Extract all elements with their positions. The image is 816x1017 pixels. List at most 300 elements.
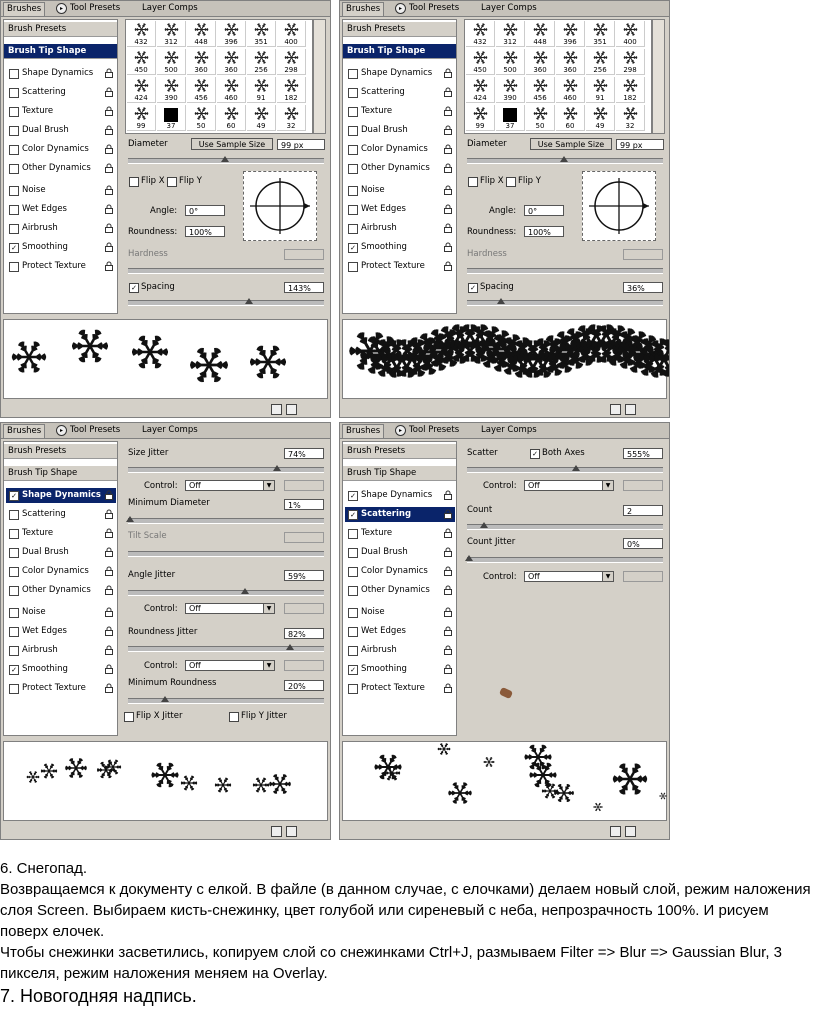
option-checkbox[interactable]	[348, 224, 358, 234]
brush-preset-cell[interactable]	[247, 77, 276, 103]
option-checkbox[interactable]	[9, 548, 19, 558]
option-label: Smoothing	[22, 664, 68, 674]
brush-preset-cell[interactable]	[247, 21, 276, 47]
size-jitter-label: Size Jitter	[128, 448, 169, 458]
option-checkbox[interactable]: ✓	[348, 510, 358, 520]
option-wet-edges[interactable]	[6, 624, 116, 639]
size-jitter-field[interactable]: 74%	[284, 448, 324, 459]
brush-preset-cell[interactable]	[187, 49, 216, 75]
tab-layer-comps[interactable]: Layer Comps	[142, 425, 198, 435]
option-scattering[interactable]	[345, 507, 455, 522]
option-checkbox[interactable]	[9, 586, 19, 596]
diameter-slider-knob[interactable]	[560, 156, 568, 162]
spacing-field[interactable]: 36%	[623, 282, 663, 293]
lock-icon[interactable]	[444, 242, 452, 252]
option-airbrush[interactable]	[345, 643, 455, 658]
count-control-dropdown[interactable]	[524, 571, 614, 582]
option-checkbox[interactable]	[348, 608, 358, 618]
option-noise[interactable]	[345, 605, 455, 620]
option-texture[interactable]	[345, 526, 455, 541]
chevron-down-icon[interactable]: ▼	[602, 572, 613, 581]
option-checkbox[interactable]	[9, 510, 19, 520]
scatter-control-dropdown[interactable]	[524, 480, 614, 491]
flip-x-checkbox[interactable]	[129, 177, 139, 187]
create-new-brush-icon[interactable]	[271, 404, 282, 415]
lock-icon[interactable]	[444, 664, 452, 674]
spacing-checkbox[interactable]: ✓	[129, 283, 139, 293]
option-color-dynamics[interactable]	[6, 142, 116, 157]
option-label: Wet Edges	[361, 626, 406, 636]
option-checkbox[interactable]	[348, 186, 358, 196]
flip-x-jitter-checkbox[interactable]	[124, 712, 134, 722]
size-control-dropdown[interactable]	[185, 480, 275, 491]
option-other-dynamics[interactable]	[345, 583, 455, 598]
option-color-dynamics[interactable]	[6, 564, 116, 579]
scatter-slider[interactable]	[467, 467, 663, 473]
brushes-panel-tip-shape-143	[0, 0, 331, 418]
lock-icon[interactable]	[105, 664, 113, 674]
brush-options-list	[342, 441, 457, 736]
count-slider-knob[interactable]	[480, 522, 488, 528]
brush-preset-cell[interactable]	[127, 105, 156, 131]
option-checkbox[interactable]	[348, 145, 358, 155]
tab-layer-comps[interactable]: Layer Comps	[481, 3, 537, 13]
angle-control-dropdown[interactable]	[185, 603, 275, 614]
scatter-field[interactable]: 555%	[623, 448, 663, 459]
option-checkbox[interactable]	[348, 684, 358, 694]
brush-angle-preview[interactable]	[243, 171, 317, 241]
option-checkbox[interactable]	[348, 126, 358, 136]
option-airbrush[interactable]	[6, 221, 116, 236]
option-checkbox[interactable]: ✓	[9, 243, 19, 253]
angle-field[interactable]: 0°	[524, 205, 564, 216]
lock-icon[interactable]	[105, 68, 113, 78]
brush-size-label: 500	[164, 66, 178, 74]
option-label: Dual Brush	[22, 547, 69, 557]
option-checkbox[interactable]	[348, 164, 358, 174]
count-slider[interactable]	[467, 524, 663, 530]
tilt-scale-slider	[128, 551, 324, 557]
option-texture[interactable]	[345, 104, 455, 119]
option-scattering[interactable]	[6, 507, 116, 522]
lock-icon[interactable]	[444, 163, 452, 173]
min-diameter-field[interactable]: 1%	[284, 499, 324, 510]
roundness-jitter-slider[interactable]	[128, 646, 324, 652]
option-checkbox[interactable]	[9, 69, 19, 79]
trash-icon[interactable]	[286, 826, 297, 837]
option-noise[interactable]	[6, 183, 116, 198]
brush-preset-cell[interactable]	[127, 77, 156, 103]
chevron-down-icon[interactable]: ▼	[263, 481, 274, 490]
lock-icon[interactable]	[444, 683, 452, 693]
spacing-slider-knob[interactable]	[245, 298, 253, 304]
option-smoothing[interactable]	[6, 662, 116, 677]
create-new-brush-icon[interactable]	[610, 404, 621, 415]
brush-preset-cell[interactable]	[496, 21, 525, 47]
brush-preset-cell[interactable]	[187, 21, 216, 47]
diameter-slider-knob[interactable]	[221, 156, 229, 162]
option-brush-presets[interactable]	[343, 22, 456, 37]
brush-preset-cell[interactable]	[586, 21, 615, 47]
option-checkbox[interactable]	[9, 627, 19, 637]
angle-field[interactable]: 0°	[185, 205, 225, 216]
brush-preset-cell[interactable]	[277, 21, 306, 47]
brush-preset-cell[interactable]	[277, 105, 306, 131]
option-checkbox[interactable]	[9, 205, 19, 215]
option-checkbox[interactable]	[9, 88, 19, 98]
option-texture[interactable]	[6, 526, 116, 541]
roundness-jitter-slider-knob[interactable]	[286, 644, 294, 650]
option-dual-brush[interactable]	[345, 545, 455, 560]
lock-icon[interactable]	[444, 144, 452, 154]
option-checkbox[interactable]	[9, 145, 19, 155]
create-new-brush-icon[interactable]	[271, 826, 282, 837]
lock-icon[interactable]	[444, 261, 452, 271]
option-protect-texture[interactable]	[345, 259, 455, 274]
brush-preset-cell[interactable]	[277, 49, 306, 75]
tilt-scale-label: Tilt Scale	[128, 531, 167, 541]
tab-brushes[interactable]: Brushes	[3, 424, 45, 438]
option-smoothing[interactable]	[345, 240, 455, 255]
option-checkbox[interactable]	[9, 224, 19, 234]
option-brush-presets[interactable]	[4, 444, 117, 459]
snowflake-brush-icon	[503, 78, 518, 95]
lock-icon[interactable]	[105, 261, 113, 271]
panel-tabs	[1, 1, 330, 17]
lock-icon[interactable]	[105, 125, 113, 135]
option-airbrush[interactable]	[345, 221, 455, 236]
brush-preset-cell[interactable]	[157, 105, 186, 131]
lock-icon[interactable]	[105, 626, 113, 636]
option-other-dynamics[interactable]	[345, 161, 455, 176]
dropdown-value: Off	[189, 481, 201, 490]
option-wet-edges[interactable]	[345, 624, 455, 639]
option-brush-presets[interactable]	[343, 444, 456, 459]
option-checkbox[interactable]	[348, 205, 358, 215]
lock-icon[interactable]	[444, 490, 452, 500]
brush-preset-cell[interactable]	[496, 49, 525, 75]
angle-jitter-field[interactable]: 59%	[284, 570, 324, 581]
brush-preset-cell[interactable]	[526, 21, 555, 47]
option-scattering[interactable]	[6, 85, 116, 100]
snowflake-stroke-mark	[70, 326, 110, 368]
lock-icon[interactable]	[105, 87, 113, 97]
brush-preset-cell[interactable]	[466, 21, 495, 47]
lock-icon[interactable]	[105, 528, 113, 538]
option-checkbox[interactable]: ✓	[9, 491, 19, 501]
count-jitter-slider-knob[interactable]	[465, 555, 473, 561]
option-checkbox[interactable]	[348, 262, 358, 272]
min-diameter-slider[interactable]	[128, 518, 324, 524]
tab-tool-presets[interactable]: Tool Presets	[70, 425, 121, 435]
option-checkbox[interactable]	[348, 548, 358, 558]
create-new-brush-icon[interactable]	[610, 826, 621, 837]
option-protect-texture[interactable]	[345, 681, 455, 696]
brush-preset-cell[interactable]	[217, 77, 246, 103]
option-checkbox[interactable]	[9, 684, 19, 694]
option-checkbox[interactable]	[9, 262, 19, 272]
tab-brushes[interactable]: Brushes	[342, 2, 384, 16]
lock-icon[interactable]	[105, 185, 113, 195]
roundness-field[interactable]: 100%	[185, 226, 225, 237]
lock-icon[interactable]	[105, 547, 113, 557]
roundness-field[interactable]: 100%	[524, 226, 564, 237]
tab-brushes[interactable]: Brushes	[342, 424, 384, 438]
lock-icon[interactable]	[105, 607, 113, 617]
brush-angle-preview[interactable]	[582, 171, 656, 241]
brush-preset-cell[interactable]	[466, 105, 495, 131]
lock-icon[interactable]	[444, 626, 452, 636]
snowflake-brush-icon	[254, 22, 269, 39]
min-roundness-slider-knob[interactable]	[161, 696, 169, 702]
brush-size-label: 298	[623, 66, 637, 74]
chevron-down-icon[interactable]: ▼	[263, 604, 274, 613]
brush-preset-cell[interactable]	[586, 77, 615, 103]
option-checkbox[interactable]	[348, 586, 358, 596]
brush-preset-cell[interactable]	[247, 49, 276, 75]
chevron-down-icon[interactable]: ▼	[602, 481, 613, 490]
brush-preset-cell[interactable]	[496, 77, 525, 103]
option-checkbox[interactable]	[9, 107, 19, 117]
min-roundness-field[interactable]: 20%	[284, 680, 324, 691]
option-brush-tip-shape[interactable]	[4, 466, 117, 481]
option-shape-dynamics[interactable]	[6, 488, 116, 503]
grid-scrollbar[interactable]	[652, 19, 665, 134]
brush-preset-cell[interactable]	[157, 21, 186, 47]
option-label: Brush Presets	[347, 446, 406, 456]
option-brush-tip-shape[interactable]	[4, 44, 117, 59]
option-noise[interactable]	[6, 605, 116, 620]
option-smoothing[interactable]	[345, 662, 455, 677]
use-sample-size-button[interactable]: Use Sample Size	[530, 138, 612, 150]
option-checkbox[interactable]	[9, 608, 19, 618]
roundness-control-dropdown[interactable]	[185, 660, 275, 671]
count-jitter-field[interactable]: 0%	[623, 538, 663, 549]
option-airbrush[interactable]	[6, 643, 116, 658]
lock-icon[interactable]	[444, 547, 452, 557]
use-sample-size-button[interactable]: Use Sample Size	[191, 138, 273, 150]
option-checkbox[interactable]: ✓	[9, 665, 19, 675]
trash-icon[interactable]	[625, 826, 636, 837]
brush-preset-cell[interactable]	[526, 105, 555, 131]
option-wet-edges[interactable]	[6, 202, 116, 217]
angle-jitter-slider-knob[interactable]	[241, 588, 249, 594]
option-checkbox[interactable]: ✓	[348, 491, 358, 501]
min-roundness-slider[interactable]	[128, 698, 324, 704]
chevron-down-icon[interactable]: ▼	[263, 661, 274, 670]
count-label: Count	[467, 505, 493, 515]
option-brush-presets[interactable]	[4, 22, 117, 37]
lock-icon[interactable]	[444, 607, 452, 617]
option-brush-tip-shape[interactable]	[343, 44, 456, 59]
option-checkbox[interactable]	[348, 529, 358, 539]
option-shape-dynamics[interactable]	[6, 66, 116, 81]
size-jitter-slider[interactable]	[128, 467, 324, 473]
option-checkbox[interactable]	[9, 646, 19, 656]
lock-icon[interactable]	[105, 683, 113, 693]
lock-icon[interactable]	[105, 509, 113, 519]
lock-icon[interactable]	[105, 163, 113, 173]
brush-preset-cell[interactable]	[157, 77, 186, 103]
brush-preset-cell[interactable]	[127, 21, 156, 47]
brush-preset-cell[interactable]	[277, 77, 306, 103]
tab-tool-presets[interactable]: Tool Presets	[409, 425, 460, 435]
lock-icon[interactable]	[444, 509, 452, 519]
brush-preset-cell[interactable]	[466, 77, 495, 103]
count-field[interactable]: 2	[623, 505, 663, 516]
option-checkbox[interactable]	[348, 627, 358, 637]
option-shape-dynamics[interactable]	[345, 488, 455, 503]
brush-preset-cell[interactable]	[217, 105, 246, 131]
option-checkbox[interactable]	[348, 69, 358, 79]
panel-bottom-bar	[271, 826, 301, 838]
lock-icon[interactable]	[444, 585, 452, 595]
lock-icon[interactable]	[105, 566, 113, 576]
option-checkbox[interactable]	[348, 646, 358, 656]
option-checkbox[interactable]	[9, 164, 19, 174]
grid-scrollbar[interactable]	[313, 19, 326, 134]
panel-menu-icon[interactable]: ▸	[395, 3, 406, 14]
option-checkbox[interactable]	[348, 107, 358, 117]
lock-icon[interactable]	[444, 87, 452, 97]
spacing-field[interactable]: 143%	[284, 282, 324, 293]
tab-layer-comps[interactable]: Layer Comps	[142, 3, 198, 13]
lock-icon[interactable]	[105, 223, 113, 233]
angle-jitter-slider[interactable]	[128, 590, 324, 596]
size-control-extra	[284, 480, 324, 491]
lock-icon[interactable]	[105, 490, 113, 500]
option-label: Scattering	[361, 509, 412, 519]
spacing-slider[interactable]	[128, 300, 324, 306]
brush-preset-cell[interactable]	[157, 49, 186, 75]
option-checkbox[interactable]: ✓	[348, 665, 358, 675]
lock-icon[interactable]	[105, 585, 113, 595]
lock-icon[interactable]	[105, 242, 113, 252]
panel-menu-icon[interactable]: ▸	[56, 425, 67, 436]
brush-preset-cell[interactable]	[217, 49, 246, 75]
option-color-dynamics[interactable]	[345, 564, 455, 579]
lock-icon[interactable]	[444, 566, 452, 576]
tab-tool-presets[interactable]: Tool Presets	[409, 3, 460, 13]
roundness-jitter-field[interactable]: 82%	[284, 628, 324, 639]
brush-preset-cell[interactable]	[187, 105, 216, 131]
brush-preset-cell[interactable]	[556, 77, 585, 103]
option-texture[interactable]	[6, 104, 116, 119]
option-checkbox[interactable]	[348, 567, 358, 577]
option-dual-brush[interactable]	[6, 545, 116, 560]
snowflake-brush-icon	[164, 22, 179, 39]
brush-preset-cell[interactable]	[127, 49, 156, 75]
tab-brushes[interactable]: Brushes	[3, 2, 45, 16]
brush-preset-cell[interactable]	[526, 77, 555, 103]
lock-icon[interactable]	[444, 204, 452, 214]
option-other-dynamics[interactable]	[6, 583, 116, 598]
min-diameter-slider-knob[interactable]	[126, 516, 134, 522]
lock-icon[interactable]	[444, 68, 452, 78]
trash-icon[interactable]	[286, 404, 297, 415]
option-color-dynamics[interactable]	[345, 142, 455, 157]
spacing-checkbox[interactable]: ✓	[468, 283, 478, 293]
brush-preset-cell[interactable]	[217, 21, 246, 47]
option-label: Color Dynamics	[22, 566, 89, 576]
option-other-dynamics[interactable]	[6, 161, 116, 176]
brush-preset-cell[interactable]	[556, 21, 585, 47]
flip-y-checkbox[interactable]	[167, 177, 177, 187]
brush-preset-cell[interactable]	[556, 49, 585, 75]
brush-preset-cell[interactable]	[187, 77, 216, 103]
both-axes-checkbox[interactable]: ✓	[530, 449, 540, 459]
tab-layer-comps[interactable]: Layer Comps	[481, 425, 537, 435]
scatter-slider-knob[interactable]	[572, 465, 580, 471]
lock-icon[interactable]	[444, 125, 452, 135]
lock-icon[interactable]	[444, 106, 452, 116]
option-dual-brush[interactable]	[6, 123, 116, 138]
flip-y-label: Flip Y	[179, 176, 202, 186]
option-checkbox[interactable]	[9, 186, 19, 196]
lock-icon[interactable]	[444, 645, 452, 655]
brush-preset-cell[interactable]	[616, 77, 645, 103]
brush-preset-cell[interactable]	[616, 105, 645, 131]
option-protect-texture[interactable]	[6, 681, 116, 696]
diameter-field[interactable]: 99 px	[277, 139, 325, 150]
option-checkbox[interactable]	[348, 88, 358, 98]
option-protect-texture[interactable]	[6, 259, 116, 274]
option-label: Dual Brush	[22, 125, 69, 135]
lock-icon[interactable]	[105, 645, 113, 655]
option-checkbox[interactable]	[9, 126, 19, 136]
brush-preset-cell[interactable]	[526, 49, 555, 75]
option-checkbox[interactable]	[9, 567, 19, 577]
size-jitter-slider-knob[interactable]	[273, 465, 281, 471]
option-wet-edges[interactable]	[345, 202, 455, 217]
lock-icon[interactable]	[105, 106, 113, 116]
brush-preset-cell[interactable]	[586, 49, 615, 75]
option-noise[interactable]	[345, 183, 455, 198]
option-checkbox[interactable]: ✓	[348, 243, 358, 253]
dropdown-value: Off	[189, 604, 201, 613]
option-checkbox[interactable]	[9, 529, 19, 539]
option-shape-dynamics[interactable]	[345, 66, 455, 81]
brush-preset-cell[interactable]	[556, 105, 585, 131]
option-smoothing[interactable]	[6, 240, 116, 255]
flip-y-checkbox[interactable]	[506, 177, 516, 187]
panel-menu-icon[interactable]: ▸	[56, 3, 67, 14]
lock-icon[interactable]	[105, 204, 113, 214]
lock-icon[interactable]	[444, 223, 452, 233]
panel-menu-icon[interactable]: ▸	[395, 425, 406, 436]
diameter-field[interactable]: 99 px	[616, 139, 664, 150]
brush-preset-cell[interactable]	[247, 105, 276, 131]
brush-preset-cell[interactable]	[496, 105, 525, 131]
tab-tool-presets[interactable]: Tool Presets	[70, 3, 121, 13]
trash-icon[interactable]	[625, 404, 636, 415]
option-dual-brush[interactable]	[345, 123, 455, 138]
spacing-slider-knob[interactable]	[497, 298, 505, 304]
lock-icon[interactable]	[444, 528, 452, 538]
flip-y-jitter-checkbox[interactable]	[229, 712, 239, 722]
brush-preset-cell[interactable]	[616, 49, 645, 75]
count-jitter-slider[interactable]	[467, 557, 663, 563]
flip-x-checkbox[interactable]	[468, 177, 478, 187]
lock-icon[interactable]	[444, 185, 452, 195]
brush-preset-cell[interactable]	[586, 105, 615, 131]
brush-preset-cell[interactable]	[466, 49, 495, 75]
option-brush-tip-shape[interactable]	[343, 466, 456, 481]
option-scattering[interactable]	[345, 85, 455, 100]
lock-icon[interactable]	[105, 144, 113, 154]
snowflake-stroke-mark	[652, 335, 671, 383]
brush-preset-cell[interactable]	[616, 21, 645, 47]
